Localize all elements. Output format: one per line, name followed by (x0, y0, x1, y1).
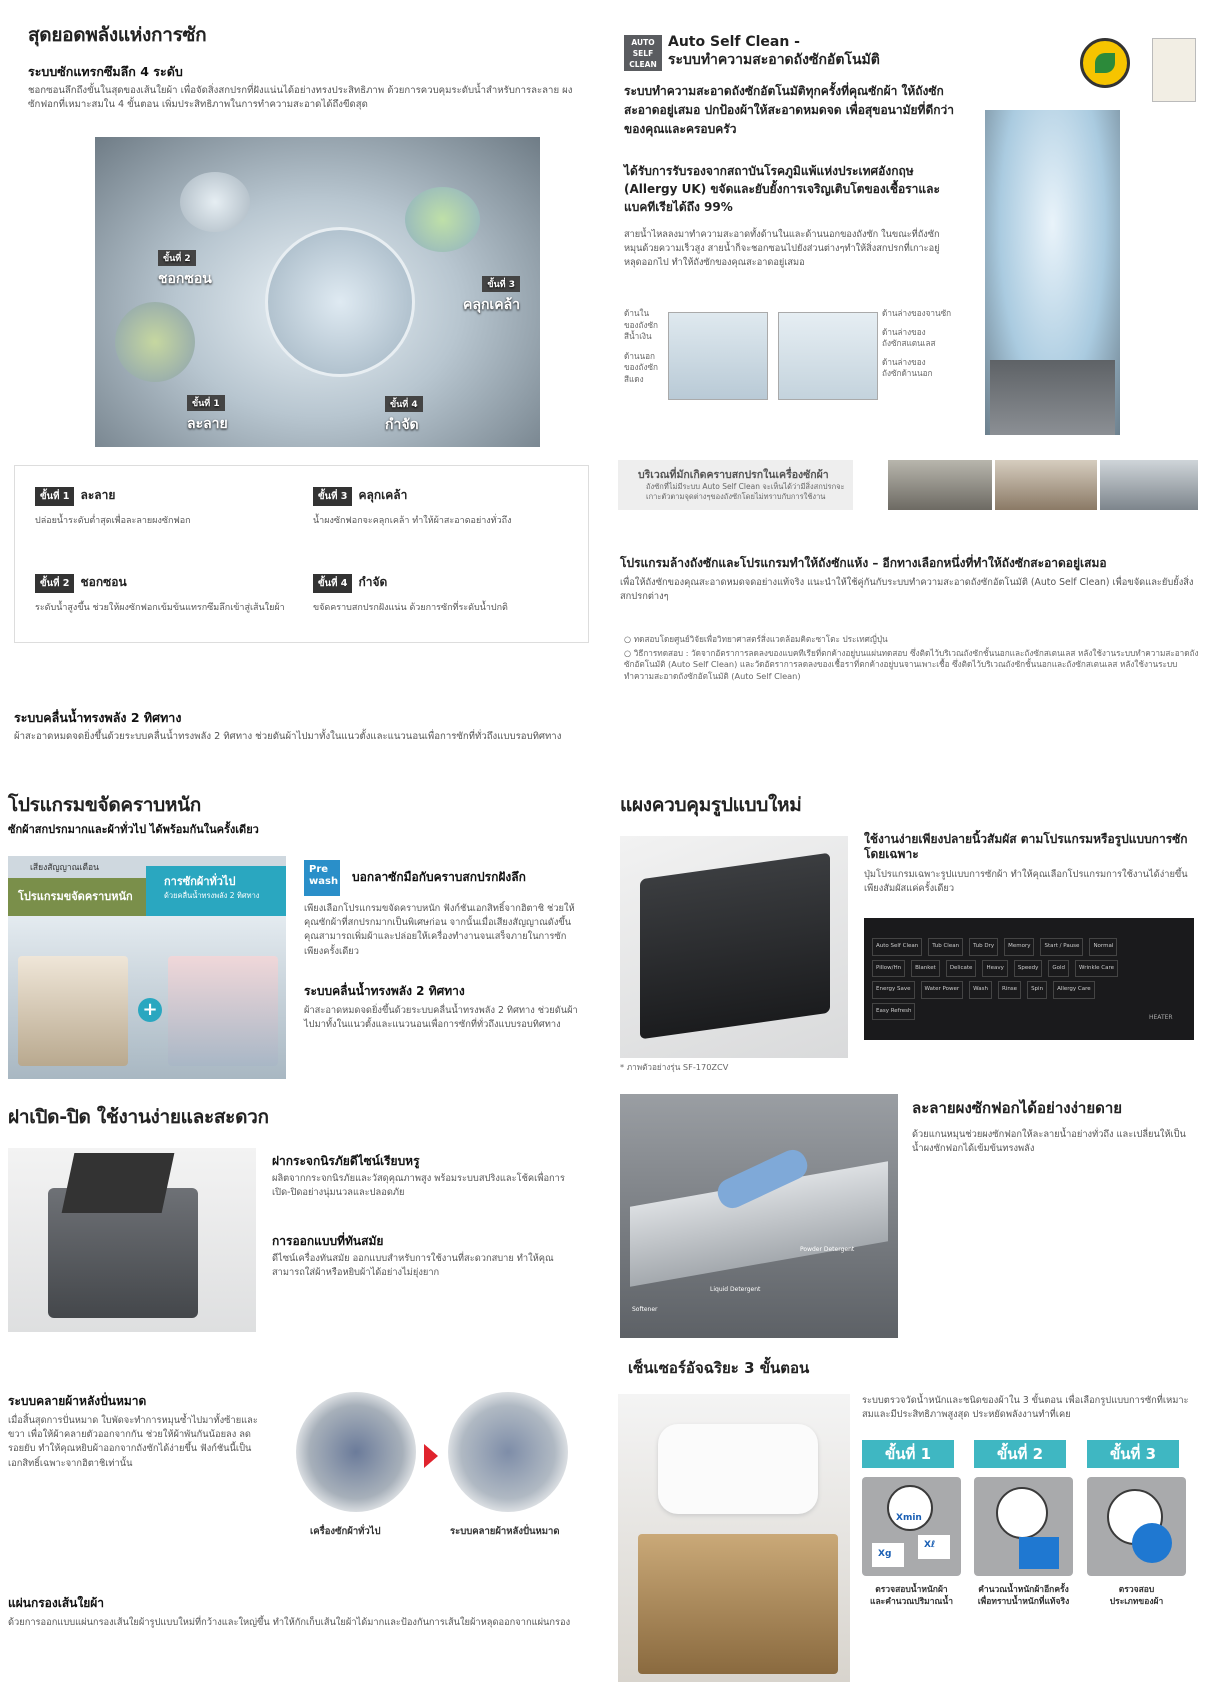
tub-clean-program-desc: เพื่อให้ถังซักของคุณสะอาดหมดจดอย่างแท้จริง แนะนำให้ใช้คู่กันกับระบบทำความสะอาดถังซักอัตโนมัติ (Auto Self Clean) เพื่อขจัดและยับยั้งสิ่งสกปรกต่างๆ (620, 577, 1194, 603)
modern-design-desc: ดีไซน์เครื่องทันสมัย ออกแบบสำหรับการใช้งานที่สะดวกสบาย ทำให้คุณสามารถใส่ผ้าหรือหยิบผ้าได้อย่างไม่ยุ่งยาก (272, 1253, 554, 1279)
allergy-uk-seal (1080, 38, 1130, 88)
diagram-right-labels: ด้านล่างของจานซัก ด้านล่างของ ถังซักสแตนเลส ด้านล่างของ ถังซักด้านนอก (882, 308, 952, 378)
step2-item: ขั้นที่ 2 ชอกซอน ระดับน้ำสูงขึ้น ช่วยให้ผงซักฟอกเข้มข้นแทรกซึมลึกเข้าสู่เส้นใยผ้า (35, 575, 285, 613)
dirt-photo-1 (888, 460, 992, 510)
untangle-caption: ระบบคลายผ้าหลังปั่นหมาด (450, 1526, 560, 1537)
prewash-title: บอกลาซักมือกับคราบสกปรกฝังลึก (352, 870, 526, 884)
untangle-title: ระบบคลายผ้าหลังปั่นหมาด (8, 1394, 147, 1408)
model-caption: * ภาพตัวอย่างรุ่น SF-170ZCV (620, 1062, 729, 1072)
img-label-step3: ขั้นที่ 3 คลุกเคล้า (463, 275, 520, 316)
normal-laundry-basket (168, 956, 278, 1066)
alert-sound-label: เสียงสัญญาณเตือน (30, 863, 99, 873)
dirt-photo-3 (1100, 460, 1198, 510)
dual-wave-desc-2: ผ้าสะอาดหมดจดยิ่งขึ้นด้วยระบบคลื่นน้ำทรงพลัง 2 ทิศทาง ช่วยดันผ้าไปมาทั้งในแนวตั้งและแนวนอนเพื่อการซักที่ทั่วถึงแบบรอบทิศทาง (304, 1005, 578, 1031)
sensor-step3-caption: ตรวจสอบ ประเภทของผ้า (1109, 1585, 1164, 1607)
img-label-step1: ขั้นที่ 1 ละลาย (187, 394, 228, 435)
wash-power-title: สุดยอดพลังแห่งการซัก (28, 24, 207, 46)
control-panel-title: แผงควบคุมรูปแบบใหม่ (620, 794, 802, 816)
heavy-stain-title: โปรแกรมขจัดคราบหนัก (8, 794, 201, 816)
dirt-area-box: บริเวณที่มักเกิดคราบสกปรกในเครื่องซักผ้า ถังซักที่ไม่มีระบบ Auto Self Clean จะเห็นได้ว่ามีสิ่งสกปรกจะเกาะตัวตามจุดต่างๆของถังซักโดยไม่ทราบกับการใช้งาน (618, 460, 853, 510)
dual-wave-desc: ผ้าสะอาดหมดจดยิ่งขึ้นด้วยระบบคลื่นน้ำทรงพลัง 2 ทิศทาง ช่วยดันผ้าไปมาทั้งในแนวตั้งและแนวนอนเพื่อการซักที่ทั่วถึงแบบรอบทิศทาง (14, 731, 562, 742)
arrow-right-icon (424, 1444, 438, 1468)
diagram-left-labels: ด้านใน ของถังซัก สีน้ำเงิน ด้านนอก ของถังซัก สีแดง (624, 308, 658, 384)
four-level-wash-image (95, 137, 540, 447)
auto-self-clean-title: Auto Self Clean - ระบบทำความสะอาดถังซักอัตโนมัติ (668, 34, 880, 68)
untangle-desc: เมื่อสิ้นสุดการปั่นหมาด ใบพัดจะทำการหมุนซ้ำไปมาทั้งซ้ายและขวา เพื่อให้ผ้าคลายตัวออกจากกัน ช่วยให้ผ้าพันกันน้อยลง ลดรอยยับ ทำให้คุณหยิบผ้าออกจากถังซักได้ง่ายขึ้น ฟังก์ชันนี้เป็นเอกสิทธิ์เฉพาะจากฮิตาชิเท่านั้น (8, 1415, 258, 1469)
sensor-desc: ระบบตรวจวัดน้ำหนักและชนิดของผ้าใน 3 ขั้นตอน เพื่อเลือกรูปแบบการซักที่เหมาะสมและมีประสิทธิภาพสูงสุด ประหยัดพลังงานทำที่เคย (862, 1395, 1189, 1421)
certificate-icon (1152, 38, 1196, 102)
plus-icon: + (138, 998, 162, 1022)
step1-item: ขั้นที่ 1 ละลาย ปล่อยน้ำระดับต่ำสุดเพื่อละลายผงซักฟอก (35, 488, 191, 526)
control-panel-image: Auto Self Clean Tub Clean Tub Dry Memory Start / Pause Normal Pillow/Hn Blanket Delicate Heavy Speedy Gold Wrinkle Care Energy Save Water Power Wash Rinse Spin Allergy Care Easy Refresh HEATER (864, 918, 1194, 1040)
prewash-desc: เพียงเลือกโปรแกรมขจัดคราบหนัก ฟังก์ชันเอกสิทธิ์จากฮิตาชิ ช่วยให้คุณซักผ้าที่สกปรกมากเป็นพิเศษก่อน จากนั้นเมื่อเสียงสัญญาณดังขึ้น คุณสามารถเพิ่มผ้าและปล่อยให้เครื่องทำงานจนเสร็จภายในการซักเพียงครั้งเดียว (304, 903, 575, 957)
dirt-photo-2 (995, 460, 1097, 510)
dual-wave-title-2: ระบบคลื่นน้ำทรงพลัง 2 ทิศทาง (304, 984, 465, 998)
auto-clean-body: สายน้ำไหลลงมาทำความสะอาดทั้งด้านในและด้านนอกของถังซัก ในขณะที่ถังซักหมุนด้วยความเร็วสูง สายน้ำก็จะชอกซอนไปยังส่วนต่างๆทำให้สิ่งสกปรกที่เกาะอยู่หลุดออกไป ทำให้ถังซักของคุณสะอาดอยู่เสมอ (624, 229, 940, 269)
sensor-step1-tag: ขั้นที่ 1 (862, 1440, 954, 1468)
tub-clean-program-title: โปรแกรมล้างถังซักและโปรแกรมทำให้ถังซักแห้ง – อีกทางเลือกหนึ่งที่ทำให้ถังซักสะอาดอยู่เสมอ (620, 556, 1107, 570)
lint-filter-title: แผ่นกรองเส้นใยผ้า (8, 1596, 105, 1610)
heavy-program-label: โปรแกรมขจัดคราบหนัก (8, 878, 158, 916)
detergent-drawer-photo: Softener Liquid Detergent Powder Detergent (620, 1094, 898, 1338)
auto-self-clean-badge: AUTO SELF CLEAN (624, 35, 662, 71)
prewash-badge: Pre wash (304, 860, 340, 896)
sensor-title: เซ็นเซอร์อัจฉริยะ 3 ขั้นตอน (628, 1359, 810, 1377)
main-tub-illustration (265, 227, 415, 377)
four-step-box (14, 465, 589, 643)
control-lead-desc: ปุ่มโปรแกรมเฉพาะรูปแบบการซักผ้า ทำให้คุณเลือกโปรแกรมการใช้งานได้ง่ายขึ้นเพียงสัมผัสแค่ครั้งเดียว (864, 869, 1188, 895)
washer-lid-photo (8, 1148, 256, 1332)
step4-item: ขั้นที่ 4 กำจัด ขจัดคราบสกปรกฝังแน่น ด้วยการซักที่ระดับน้ำปกติ (313, 575, 508, 613)
step3-item: ขั้นที่ 3 คลุกเคล้า น้ำผงซักฟอกจะคลุกเคล้า ทำให้ผ้าสะอาดอย่างทั่วถึง (313, 488, 512, 526)
sensor-step1-illustration: Xmin Xg Xℓ (862, 1477, 961, 1576)
modern-design-title: การออกแบบที่ทันสมัย (272, 1234, 384, 1248)
tub-diagram-left (668, 312, 768, 400)
sensor-step2-caption: คำนวณน้ำหนักผ้าอีกครั้ง เพื่อทราบน้ำหนักที่แท้จริง (977, 1585, 1070, 1607)
test-notes: ○ ทดสอบโดยศูนย์วิจัยเพื่อวิทยาศาสตร์สิ่งแวดล้อมคิตะซาโตะ ประเทศญี่ปุ่น ○ วิธีการทดสอบ : วัดจากอัตราการลดลงของแบคทีเรียที่ตกค้างอยู่บนแผ่นทดสอบ ซึ่งติดไว้บริเวณถังซักชั้นนอกและถังซักสเตนเลส หลังใช้งานระบบทำความสะอาดถังซักอัตโนมัติ (Auto Self Clean) และวัดอัตราการลดลงของเชื้อราที่ตกค้างอยู่บนจานเพาะเชื้อ ซึ่งติดไว้บริเวณถังซักชั้นนอกและถังซักสเตนเลส หลังใช้งานระบบทำความสะอาดถังซักอัตโนมัติ (Auto Self Clean) (624, 634, 1199, 681)
sensor-step3-tag: ขั้นที่ 3 (1087, 1440, 1179, 1468)
lint-filter-desc: ด้วยการออกแบบแผ่นกรองเส้นใยผ้ารูปแบบใหม่ที่กว้างและใหญ่ขึ้น ทำให้กักเก็บเส้นใยผ้าได้มากและป้องกันการเส้นใยผ้าหลุดออกจากแผ่นกรอง (8, 1617, 571, 1628)
lid-glass-title: ฝากระจกนิรภัยดีไซน์เรียบหรู (272, 1154, 420, 1168)
heavy-stain-sub: ซักผ้าสกปรกมากและผ้าทั่วไป ได้พร้อมกันในครั้งเดียว (8, 823, 259, 836)
normal-washer-caption: เครื่องซักผ้าทั่วไป (310, 1526, 381, 1537)
tub-cleaning-image (985, 110, 1120, 435)
detergent-title: ละลายผงซักฟอกได้อย่างง่ายดาย (912, 1099, 1123, 1117)
untangle-tub-illustration (448, 1392, 568, 1512)
dirty-laundry-basket (18, 956, 128, 1066)
tub-diagram-right (778, 312, 878, 400)
four-level-desc: ชอกซอนลึกถึงขั้นในสุดของเส้นใยผ้า เพื่อจัดสิ่งสกปรกที่ฝังแน่นได้อย่างทรงประสิทธิภาพ ด้วยการควบคุมระดับน้ำสำหรับการละลาย ผงซักฟอกที่เหมาะสมใน 4 ขั้นตอน เพิ่มประสิทธิภาพในการทำความสะอาดได้ถึงขีดสุด (28, 85, 573, 111)
dual-wave-title: ระบบคลื่นน้ำทรงพลัง 2 ทิศทาง (14, 710, 182, 725)
four-level-subtitle: ระบบซักแทรกซึมลึก 4 ระดับ (28, 64, 183, 79)
auto-clean-lead: ระบบทำความสะอาดถังซักอัตโนมัติทุกครั้งที่คุณซักผ้า ให้ถังซักสะอาดอยู่เสมอ ปกป้องผ้าให้สะอาดหมดจด เพื่อสุขอนามัยที่ดีกว่าของคุณและครอบครัว (624, 84, 954, 136)
lid-section-title: ฝาเปิด-ปิด ใช้งานง่ายและสะดวก (8, 1106, 269, 1128)
towel-basket-photo (618, 1394, 850, 1682)
washer-top-photo (620, 836, 848, 1058)
sensor-step2-illustration (974, 1477, 1073, 1576)
normal-wash-label: การซักผ้าทั่วไป ด้วยคลื่นน้ำทรงพลัง 2 ทิศทาง (146, 866, 286, 916)
sensor-step1-caption: ตรวจสอบน้ำหนักผ้า และคำนวณปริมาณน้ำ (870, 1585, 953, 1607)
sensor-step2-tag: ขั้นที่ 2 (974, 1440, 1066, 1468)
detergent-desc: ด้วยแกนหมุนช่วยผงซักฟอกให้ละลายน้ำอย่างทั่วถึง และเปลี่ยนให้เป็นน้ำผงซักฟอกได้เข้มข้นทรงพลัง (912, 1129, 1186, 1155)
control-lead-title: ใช้งานง่ายเพียงปลายนิ้วสัมผัส ตามโปรแกรมหรือรูปแบบการซักโดยเฉพาะ (864, 832, 1188, 861)
img-label-step2: ขั้นที่ 2 ชอกซอน (158, 249, 212, 290)
normal-washer-tub-illustration (296, 1392, 416, 1512)
heavy-stain-banner (8, 856, 286, 1079)
lid-glass-desc: ผลิตจากกระจกนิรภัยและวัสดุคุณภาพสูง พร้อมระบบสปริงและโช้คเพื่อการเปิด-ปิดอย่างนุ่มนวลและปลอดภัย (272, 1173, 565, 1199)
sensor-step3-illustration (1087, 1477, 1186, 1576)
allergy-uk-cert: ได้รับการรับรองจากสถาบันโรคภูมิแพ้แห่งประเทศอังกฤษ (Allergy UK) ขจัดและยับยั้งการเจริญเติบโตของเชื้อราและแบคทีเรียได้ถึง 99% (624, 164, 940, 214)
img-label-step4: ขั้นที่ 4 กำจัด (385, 395, 423, 436)
